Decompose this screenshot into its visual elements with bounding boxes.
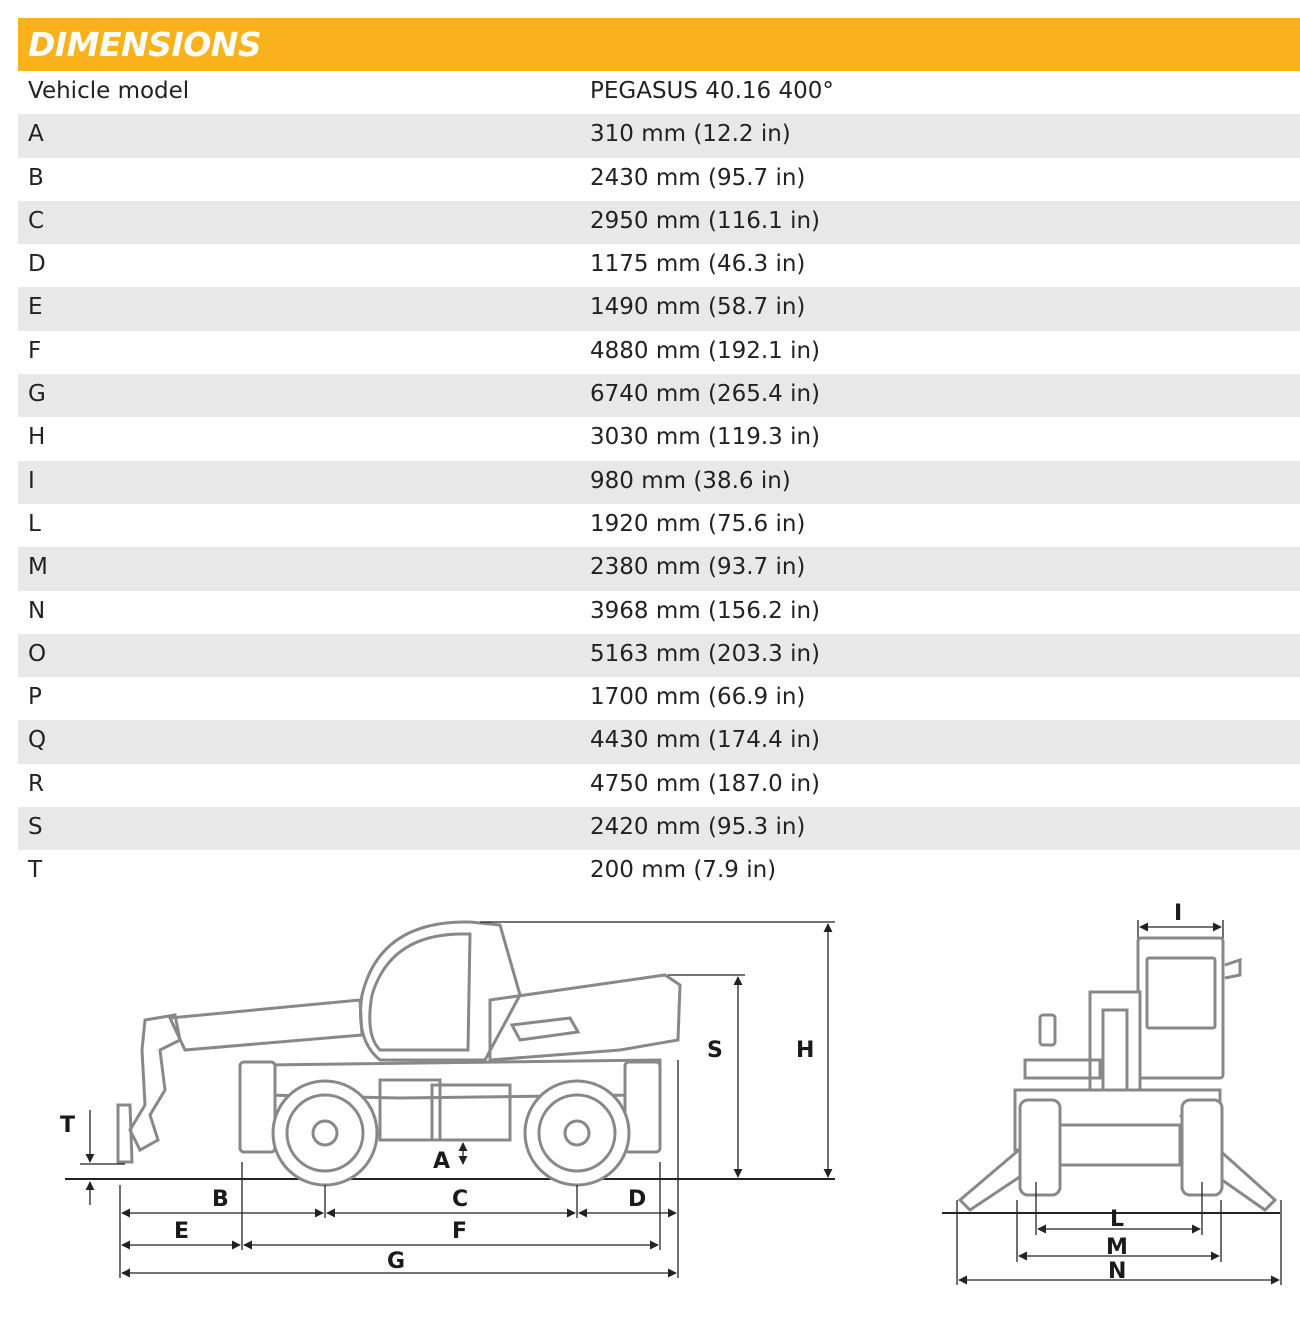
- telehandler-outline: [118, 922, 680, 1185]
- table-row: [18, 634, 1300, 677]
- table-row: [18, 504, 1300, 547]
- dimensions-header: [18, 18, 1300, 71]
- label-a: A: [433, 1149, 451, 1174]
- dimension-key: L: [28, 510, 41, 537]
- table-row: [18, 374, 1300, 417]
- label-e: E: [174, 1219, 190, 1244]
- table-row: [18, 720, 1300, 763]
- dimension-value: 980 mm (38.6 in): [590, 467, 791, 494]
- table-row: [18, 677, 1300, 720]
- table-row: [18, 547, 1300, 590]
- table-row: [18, 461, 1300, 504]
- dimension-value: 2420 mm (95.3 in): [590, 814, 806, 841]
- dimension-key: B: [28, 164, 44, 191]
- label-s: S: [707, 1038, 723, 1063]
- dimension-value: 3030 mm (119.3 in): [590, 424, 821, 451]
- dimension-value: 2380 mm (93.7 in): [590, 554, 806, 581]
- dimension-key: G: [28, 381, 46, 408]
- dimension-key: I: [28, 467, 35, 494]
- dimension-value: 2950 mm (116.1 in): [590, 207, 821, 234]
- dimension-key: P: [28, 684, 42, 711]
- dimension-value: 310 mm (12.2 in): [590, 121, 791, 148]
- dimension-value: 2430 mm (95.7 in): [590, 164, 806, 191]
- dimension-value: 4430 mm (174.4 in): [590, 727, 821, 754]
- side-view-diagram: [0, 900, 860, 1317]
- dimension-key: O: [28, 640, 47, 667]
- table-row: [18, 287, 1300, 330]
- dimension-value: 1920 mm (75.6 in): [590, 510, 806, 537]
- dimension-key: T: [28, 857, 43, 884]
- table-row: [18, 114, 1300, 157]
- dimension-key: H: [28, 424, 46, 451]
- dimension-value: 3968 mm (156.2 in): [590, 597, 821, 624]
- dimension-key: S: [28, 814, 43, 841]
- dimension-value: 1175 mm (46.3 in): [590, 251, 806, 278]
- model-label: Vehicle model: [28, 78, 190, 104]
- label-g: G: [387, 1249, 406, 1274]
- page-title: DIMENSIONS: [28, 25, 262, 64]
- dimension-diagrams: [0, 900, 1300, 1317]
- table-row: [18, 331, 1300, 374]
- dimension-key: N: [28, 597, 46, 624]
- dimension-key: F: [28, 337, 42, 364]
- dimension-key: C: [28, 207, 45, 234]
- label-c: C: [452, 1187, 469, 1212]
- dimension-key: D: [28, 251, 46, 278]
- table-header-row: [18, 71, 1300, 114]
- dimension-value: 6740 mm (265.4 in): [590, 381, 821, 408]
- label-l: L: [1110, 1207, 1125, 1232]
- label-d: D: [628, 1187, 647, 1212]
- table-row: [18, 764, 1300, 807]
- dimension-value: 1490 mm (58.7 in): [590, 294, 806, 321]
- dimension-value: 200 mm (7.9 in): [590, 857, 777, 884]
- label-t: T: [60, 1113, 76, 1138]
- dimensions-table: [18, 71, 1300, 894]
- dimension-key: E: [28, 294, 43, 321]
- dimension-value: 1700 mm (66.9 in): [590, 684, 806, 711]
- table-row: [18, 850, 1300, 893]
- table-row: [18, 244, 1300, 287]
- label-n: N: [1108, 1259, 1127, 1284]
- table-row: [18, 591, 1300, 634]
- table-row: [18, 201, 1300, 244]
- front-view-diagram: [940, 900, 1300, 1317]
- model-value: PEGASUS 40.16 400°: [590, 78, 834, 104]
- front-machine-outline: [960, 938, 1275, 1210]
- dimension-key: Q: [28, 727, 47, 754]
- table-row: [18, 417, 1300, 460]
- label-i: I: [1174, 901, 1183, 926]
- dimension-key: M: [28, 554, 48, 581]
- dimension-value: 4880 mm (192.1 in): [590, 337, 821, 364]
- dimension-key: A: [28, 121, 44, 148]
- table-row: [18, 807, 1300, 850]
- label-f: F: [452, 1219, 468, 1244]
- dimension-key: R: [28, 770, 44, 797]
- table-row: [18, 158, 1300, 201]
- label-b: B: [212, 1187, 229, 1212]
- label-h: H: [796, 1038, 815, 1063]
- dimension-value: 4750 mm (187.0 in): [590, 770, 821, 797]
- label-m: M: [1106, 1235, 1128, 1260]
- dimension-value: 5163 mm (203.3 in): [590, 640, 821, 667]
